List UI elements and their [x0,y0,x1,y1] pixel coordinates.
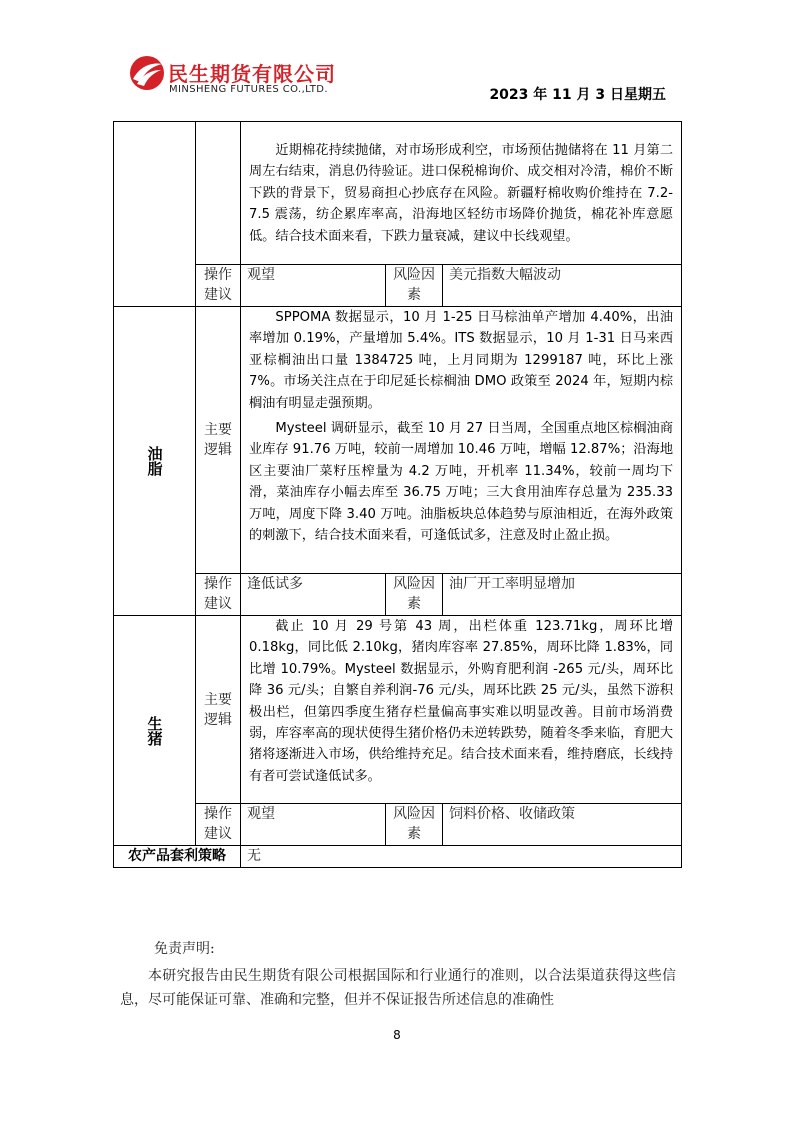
cotton-op-label: 操作建议 [196,265,241,307]
oils-category: 油脂 [114,307,196,616]
cotton-risk-value: 美元指数大幅波动 [443,265,682,307]
hogs-logic-label: 主要逻辑 [196,616,241,804]
hogs-operation-row [114,804,682,846]
disclaimer-title: 免责声明: [154,941,215,957]
hogs-op-value: 观望 [241,804,386,846]
disclaimer [120,937,676,1012]
oils-risk-value: 油厂开工率明显增加 [443,574,682,616]
cotton-category-cell [114,122,196,307]
oils-logic-label: 主要逻辑 [196,307,241,574]
agri-strategy-table [113,121,682,868]
cotton-logic-cell [241,122,682,265]
company-logo [128,54,368,100]
hogs-op-label: 操作建议 [196,804,241,846]
cotton-logic-text: 近期棉花持续抛储，对市场形成利空，市场预估抛储将在 11 月第二周左右结束，消息仍待验证。进口保税棉询价、成交相对冷清，棉价不断下跌的背景下，贸易商担心抄底存在风险。新疆籽棉收购价维持在 7.2-7.5 震荡，纺企累库率高，沿海地区轻纺市场降价抛货，棉花补库意愿低。结合技术面来看，下跌力量衰减，建议中长线观望。 [249,143,674,244]
arbitrage-row [114,846,682,868]
cotton-risk-label: 风险因素 [386,265,443,307]
company-name-en: MINSHENG FUTURES CO.,LTD. [169,84,328,95]
cotton-op-value: 观望 [241,265,386,307]
oils-op-value: 逢低试多 [241,574,386,616]
cotton-logic-label-cell [196,122,241,265]
hogs-logic-text: 截止 10 月 29 号第 43 周，出栏体重 123.71kg，周环比增 0.18kg，同比低 2.10kg，猪肉库容率 27.85%，周环比降 1.83%，同比增 10.79%。Mysteel 数据显示，外购育肥利润 -265 元/头，周环比降 36 元/头；自繁自养利润-76 元/头，周环比跌 25 元/头，虽然下游积极出栏，但第四季度生猪存栏量偏高事实难以明显改善。目前市场消费弱，库容率高的现状使得生猪价格仍未逆转跌势，随着冬季来临，育肥大猪将逐渐进入市场，供给维持充足。结合技术面来看，维持磨底，长线持有者可尝试逢低试多。 [249,619,674,784]
report-date: 2023 年 11 月 3 日星期五 [489,87,666,103]
hogs-logic-cell [241,616,682,804]
oils-logic-para-1: SPPOMA 数据显示，10 月 1-25 日马棕油单产增加 4.40%，出油率增加 0.19%，产量增加 5.4%。ITS 数据显示，10 月 1-31 日马来西亚棕榈油出口量 1384725 吨，上月同期为 1299187 吨，环比上涨 7%。市场关注点在于印尼延长棕榈油 DMO 政策至 2024 年，短期内棕榈油有明显走强预期。 [249,310,674,411]
oils-risk-label: 风险因素 [386,574,443,616]
cotton-logic-row [114,122,682,265]
oils-operation-row [114,574,682,616]
cotton-operation-row [114,265,682,307]
oils-logic-cell [241,307,682,574]
oils-logic-row [114,307,682,574]
hogs-risk-label: 风险因素 [386,804,443,846]
page-number: 8 [393,1028,401,1042]
arbitrage-label: 农产品套利策略 [114,846,241,868]
hogs-logic-row [114,616,682,804]
oils-op-label: 操作建议 [196,574,241,616]
disclaimer-body: 本研究报告由民生期货有限公司根据国际和行业通行的准则，以合法渠道获得这些信息，尽可能保证可靠、准确和完整，但并不保证报告所述信息的准确性 [120,968,676,1008]
company-name-cn: 民生期货有限公司 [168,62,336,86]
hogs-category: 生猪 [114,616,196,846]
page-header [0,0,794,120]
hogs-risk-value: 饲料价格、收储政策 [443,804,682,846]
oils-logic-para-2: Mysteel 调研显示，截至 10 月 27 日当周，全国重点地区棕榈油商业库存 91.76 万吨，较前一周增加 10.46 万吨，增幅 12.87%；沿海地区主要油厂菜籽压榨量为 4.2 万吨，开机率 11.34%，较前一周均下滑，菜油库存小幅去库至 36.75 万吨；三大食用油库存总量为 235.33 万吨，周度下降 3.40 万吨。油脂板块总体趋势与原油相近，在海外政策的刺激下，结合技术面来看，可逢低试多，注意及时止盈止损。 [249,421,674,544]
logo-swoosh-icon [128,54,166,92]
arbitrage-value: 无 [241,846,682,868]
